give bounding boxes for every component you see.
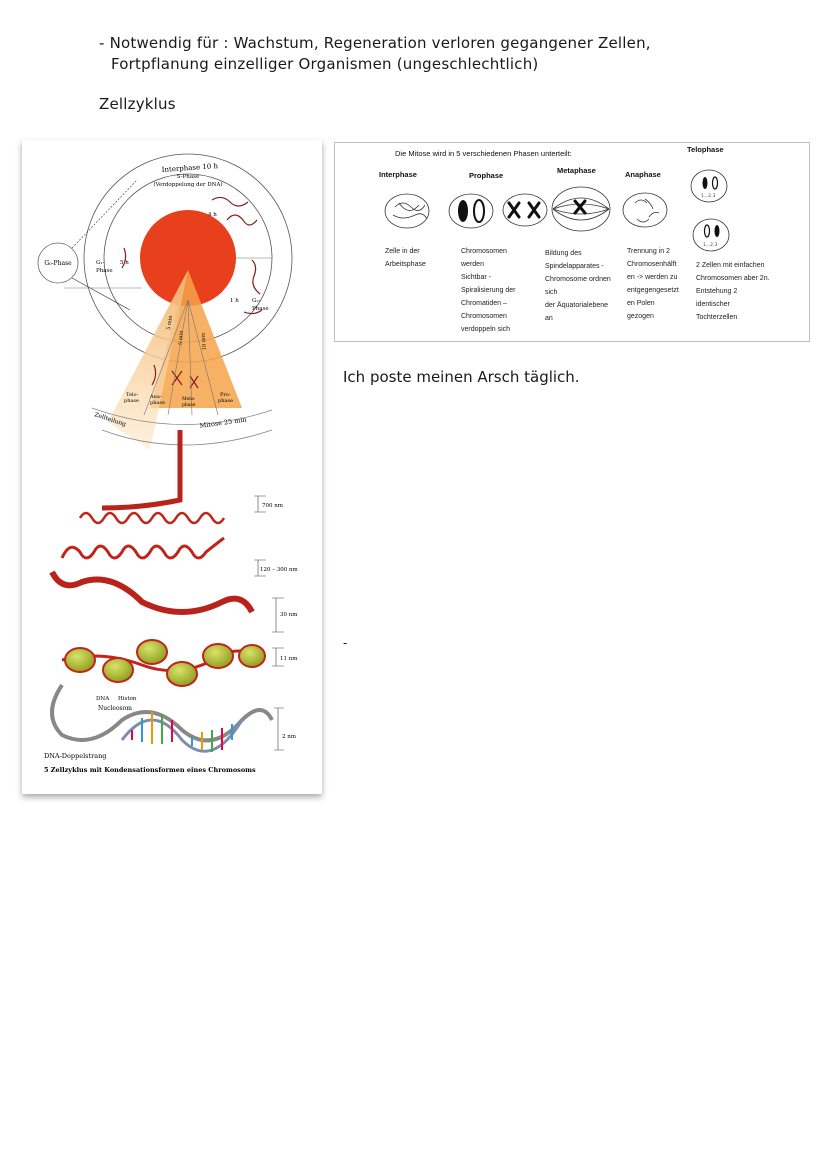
note-line-2: Fortpflanung einzelliger Organismen (ungeschlechtlich) bbox=[111, 55, 539, 73]
dna-helix bbox=[52, 685, 272, 752]
cell-cycle-figure bbox=[22, 140, 322, 794]
x-chromosome-2-outline bbox=[529, 203, 539, 217]
stray-dash: - bbox=[343, 636, 348, 650]
coil-120nm bbox=[62, 538, 224, 558]
scale-120nm: 120 – 300 nm bbox=[260, 567, 298, 573]
phase-desc-anaphase: Trennung in 2 Chromosenhälft en -> werden zu entgegengesetzt en Polen gezogen bbox=[627, 248, 679, 320]
zellteilung-label: Zellteilung bbox=[93, 411, 127, 429]
telo-label-b: phase bbox=[124, 398, 139, 404]
scale-700nm: 700 nm bbox=[262, 503, 284, 509]
note-line-1: - Notwendig für : Wachstum, Regeneration verloren gegangener Zellen, bbox=[99, 34, 651, 52]
prophase-chromosome-2 bbox=[474, 200, 484, 222]
time-1h: 1 h bbox=[230, 298, 239, 304]
phase-desc-prophase: Chromosomen werden Sichtbar - Spiralisierung der Chromatiden – Chromosomen verdoppeln sich bbox=[461, 248, 516, 333]
nucleosom-label: Nucleosom bbox=[98, 705, 132, 712]
g2-label: G₂- bbox=[252, 298, 261, 304]
section-heading: Zellzyklus bbox=[99, 95, 176, 113]
scale-2nm: 2 nm bbox=[282, 734, 297, 740]
mitosis-table-title: Die Mitose wird in 5 verschiedenen Phasen unterteilt: bbox=[395, 149, 572, 158]
phase-desc-telophase: 2 Zellen mit einfachen Chromosomen aber 2n. Entstehung 2 identischer Tochterzellen bbox=[696, 262, 770, 321]
g0-label: G₀-Phase bbox=[44, 260, 72, 267]
time-5min-b: 5 min bbox=[178, 330, 185, 346]
metaphase-x bbox=[575, 201, 585, 213]
coil-30nm bbox=[52, 572, 252, 612]
figure-caption: 5 Zellzyklus mit Kondensationsformen eines Chromosoms bbox=[44, 766, 256, 774]
s-phase-sub: (Verdoppelung der DNA) bbox=[153, 182, 223, 188]
telophase-chrom-b1 bbox=[705, 225, 710, 237]
g1-label: G₁- bbox=[96, 260, 105, 266]
s-phase-label: S-Phase bbox=[176, 174, 200, 180]
prophase-chromosome-1 bbox=[458, 200, 468, 222]
coil-700nm bbox=[80, 513, 224, 523]
histon-label: Histon bbox=[118, 696, 137, 702]
statement-text: Ich poste meinen Arsch täglich. bbox=[343, 368, 580, 386]
scale-30nm: 30 nm bbox=[280, 612, 298, 618]
ana-label-b: phase bbox=[150, 400, 165, 406]
phase-name-prophase: Prophase bbox=[469, 171, 504, 180]
pro-label-b: phase bbox=[218, 398, 233, 404]
telophase-chrom-b2 bbox=[715, 225, 720, 237]
phase-desc-metaphase: Bildung des Spindelapparates - Chromosome ordnen sich der Äquatorialebene an bbox=[545, 250, 611, 322]
meta-label-b: phase bbox=[182, 403, 196, 408]
mitosis-phases-table bbox=[334, 142, 810, 342]
phase-desc-interphase: Zelle in der Arbeitsphase bbox=[385, 248, 426, 268]
scale-11nm: 11 nm bbox=[280, 656, 298, 662]
telophase-cell-label-b: 1.,.2.3 bbox=[703, 243, 718, 248]
anaphase-chromosomes bbox=[635, 199, 659, 222]
pro-label: Pro- bbox=[220, 392, 231, 398]
doppelstrang-label: DNA-Doppelstrang bbox=[44, 752, 107, 760]
time-4h: 4 h bbox=[208, 212, 217, 218]
x-chromosome-1 bbox=[509, 203, 519, 217]
telophase-chrom-a1 bbox=[703, 177, 708, 189]
interphase-cell bbox=[385, 194, 429, 228]
time-10min: 10 min bbox=[200, 332, 208, 351]
interphase-chromatin bbox=[393, 203, 427, 219]
phase-name-telophase: Telophase bbox=[687, 145, 724, 154]
phase-name-interphase: Interphase bbox=[379, 170, 417, 179]
metaphase-x-cell bbox=[503, 194, 547, 226]
ana-label: Ana- bbox=[150, 394, 162, 400]
dna-label: DNA bbox=[96, 696, 110, 702]
telophase-chrom-a2 bbox=[713, 177, 718, 189]
time-5min-a: 5 min bbox=[166, 315, 174, 331]
g2-label-b: Phase bbox=[252, 306, 269, 312]
telo-label: Telo- bbox=[126, 392, 139, 398]
cell-cycle-illustration bbox=[22, 140, 322, 794]
g1-label-b: Phase bbox=[96, 268, 113, 274]
meta-label: Meta- bbox=[182, 397, 196, 402]
telophase-cell-label-a: 1.,.2.3 bbox=[701, 194, 716, 199]
time-5h: 5 h bbox=[120, 260, 129, 266]
interphase-label: Interphase 10 h bbox=[161, 162, 219, 174]
mitose-label: Mitose 25 min bbox=[199, 415, 248, 430]
prophase-cell bbox=[449, 194, 493, 228]
phase-name-anaphase: Anaphase bbox=[625, 170, 661, 179]
nucleosomes bbox=[62, 640, 265, 686]
phase-name-metaphase: Metaphase bbox=[557, 166, 596, 175]
